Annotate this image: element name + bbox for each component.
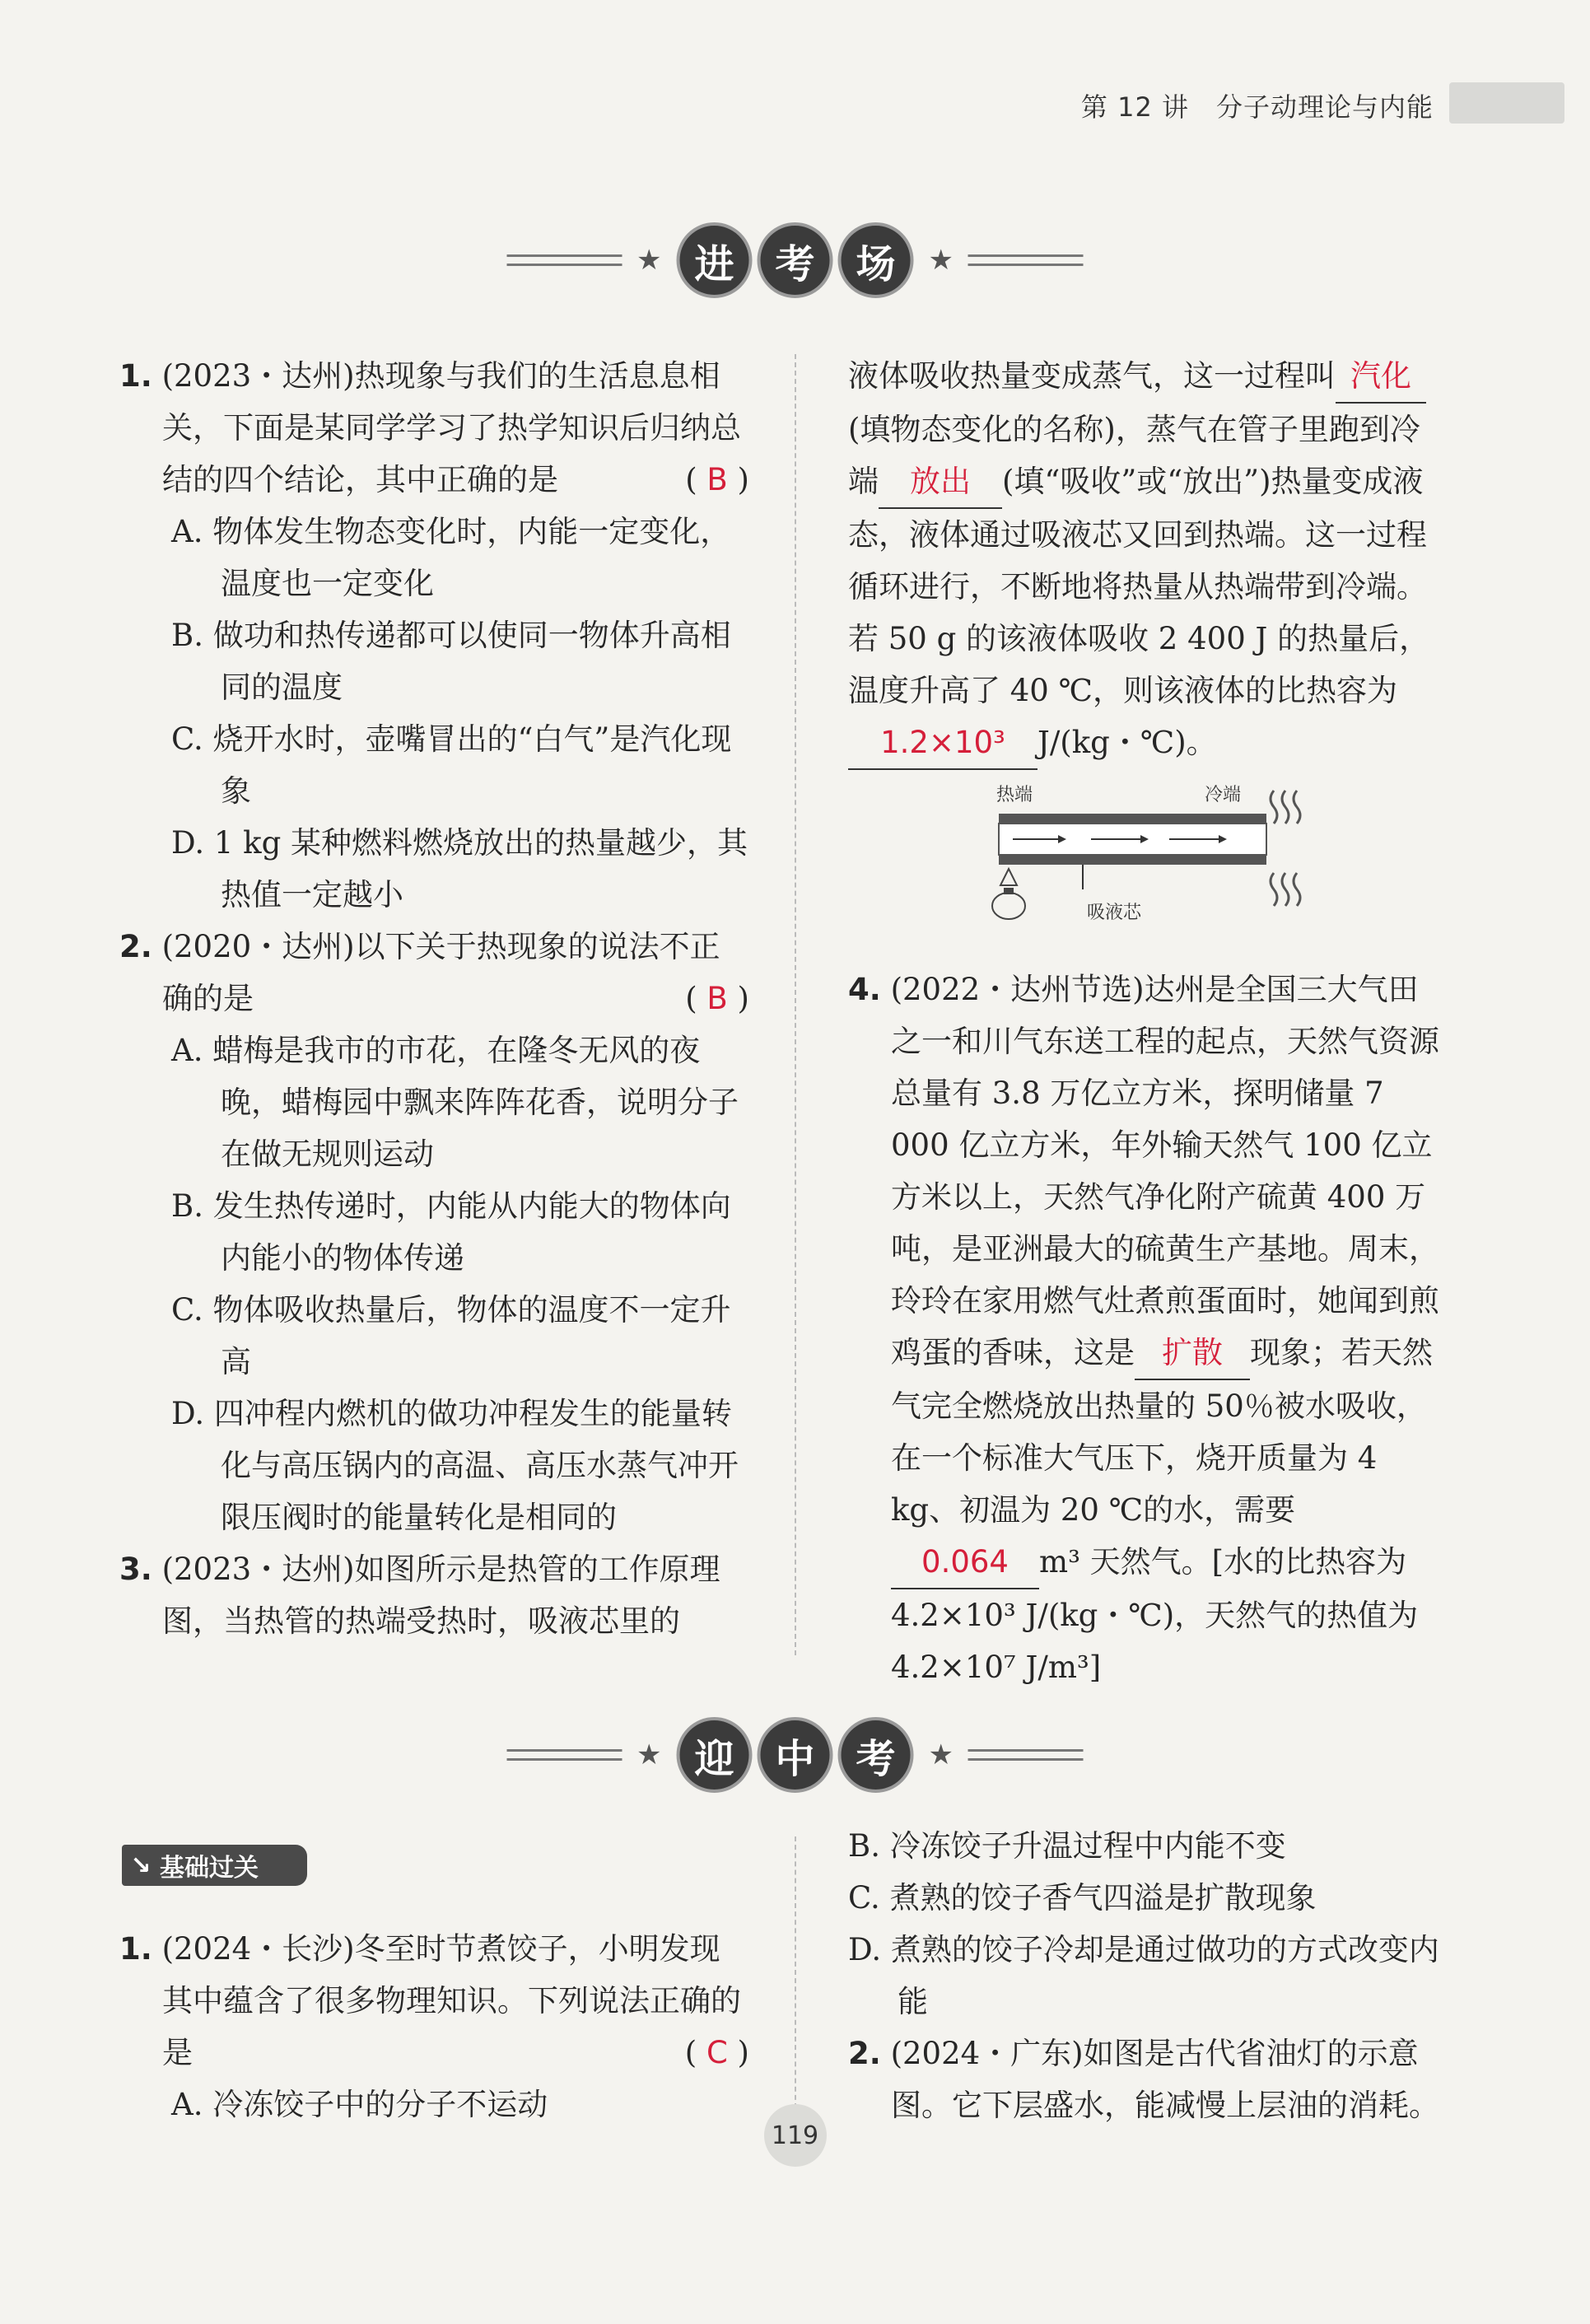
- option-c: C. 烧开水时，壶嘴冒出的“白气”是汽化现象: [171, 721, 732, 809]
- option-d: D. 煮熟的饺子冷却是通过做功的方式改变内能: [848, 1932, 1439, 2019]
- star-icon: ★: [636, 244, 662, 277]
- section-banner-jinkaochang: [506, 222, 1084, 298]
- option-c: C. 物体吸收热量后，物体的温度不一定升高: [171, 1292, 731, 1379]
- column-divider: [795, 354, 796, 1655]
- question-text: (2024・广东)如图是古代省油灯的示意图。它下层盛水，能减慢上层油的消耗。: [890, 2036, 1439, 2123]
- diagram-label-cold: 冷端: [1205, 785, 1242, 805]
- heat-pipe-diagram: [984, 782, 1322, 939]
- fill-blank-answer: 1.2×10³: [848, 716, 1037, 770]
- text-segment: 现象；若天然气完全燃烧放出热量的 50％被水吸收，在一个标准大气压下，烧开质量为 4 kg、初温为 20 ℃的水，需要: [891, 1335, 1433, 1528]
- question-1-bottom: [119, 1923, 749, 2079]
- question-number: 1.: [119, 1931, 152, 1967]
- option-a: A. 物体发生物态变化时，内能一定变化，温度也一定变化: [171, 514, 731, 601]
- fill-blank-answer: 0.064: [891, 1536, 1039, 1589]
- question-text: (2020・达州)以下关于热现象的说法不正确的是: [161, 929, 720, 1016]
- text-segment: J/(kg・℃)。: [1037, 725, 1217, 760]
- text-segment: (填物态变化的名称)，蒸气在管子里跑到冷端: [848, 412, 1420, 499]
- banner-line-right: [968, 1749, 1084, 1761]
- star-icon: ★: [928, 1738, 954, 1771]
- star-icon: ★: [928, 244, 954, 277]
- banner-char: 场: [838, 222, 914, 298]
- banner-char: 迎: [677, 1717, 753, 1793]
- text-segment: 液体吸收热量变成蒸气，这一过程叫: [848, 358, 1336, 394]
- banner-char: 考: [838, 1717, 914, 1793]
- banner-char: 进: [677, 222, 753, 298]
- option-b: B. 发生热传递时，内能从内能大的物体向内能小的物体传递: [171, 1188, 731, 1276]
- question-2-bottom: [848, 2028, 1441, 2131]
- option-c: C. 煮熟的饺子香气四溢是扩散现象: [848, 1880, 1317, 1916]
- fill-blank-answer: 扩散: [1135, 1327, 1250, 1380]
- option-a: A. 冷冻饺子中的分子不运动: [171, 2087, 548, 2122]
- option-b: B. 冷冻饺子升温过程中内能不变: [848, 1828, 1286, 1864]
- question-1: [119, 350, 749, 506]
- basic-level-badge: [122, 1845, 307, 1886]
- question-text: (2023・达州)热现象与我们的生活息息相关，下面是某同学学习了热学知识后归纳总结的四个结论，其中正确的是: [161, 358, 741, 497]
- banner-title: [677, 1717, 914, 1793]
- bottom-left-column: [119, 1923, 749, 2130]
- question-3-continued: [848, 350, 1441, 770]
- option-d: D. 1 kg 某种燃料燃烧放出的热量越少，其热值一定越小: [171, 825, 748, 912]
- banner-line-left: [506, 1749, 622, 1761]
- question-2: [119, 921, 749, 1024]
- right-column: [848, 350, 1441, 770]
- question-number: 4.: [848, 972, 881, 1007]
- section-banner-yingzhongkao: [506, 1717, 1084, 1793]
- question-3: [119, 1543, 749, 1647]
- arrow-down-right-icon: ↘: [130, 1850, 152, 1880]
- page-number: 119: [764, 2104, 827, 2167]
- question-text: (2023・达州)如图所示是热管的工作原理图，当热管的热端受热时，吸液芯里的: [161, 1552, 720, 1639]
- header-decoration: [1449, 82, 1564, 124]
- star-icon: ★: [636, 1738, 662, 1771]
- left-column: [119, 350, 749, 1647]
- banner-char: 中: [758, 1717, 833, 1793]
- badge-label: 基础过关: [160, 1854, 259, 1883]
- fill-blank-answer: 汽化: [1336, 350, 1426, 404]
- text-segment: (填“吸收”或“放出”)热量变成液态，液体通过吸液芯又回到热端。这一过程循环进行，不断地将热量从热端带到冷端。若 50 g 的该液体吸收 2 400 J 的热量后，温度升高了 40 ℃，则该液体的比热容为: [848, 464, 1430, 708]
- chapter-header: 第 12 讲 分子动理论与内能: [1080, 91, 1434, 123]
- fill-blank-answer: 放出: [879, 455, 1002, 509]
- question-text: (2024・长沙)冬至时节煮饺子，小明发现其中蕴含了很多物理知识。下列说法正确的是: [161, 1931, 741, 2070]
- text-segment: (2022・达州节选)达州是全国三大气田之一和川气东送工程的起点，天然气资源总量有 3.8 万亿立方米，探明储量 7 000 亿立方米，年外输天然气 100 亿立方米以上，天然气净化附产硫黄 400 万吨，是亚洲最大的硫黄生产基地。周末，玲玲在家用燃气灶煮煎蛋面时，她闻到煎鸡蛋的香味，这是: [890, 972, 1439, 1370]
- banner-char: 考: [758, 222, 833, 298]
- text-segment: m³ 天然气。[水的比热容为 4.2×10³ J/(kg・℃)，天然气的热值为 4.2×10⁷ J/m³]: [891, 1544, 1419, 1685]
- answer-paren: ( B ): [685, 462, 749, 497]
- option-b: B. 做功和热传递都可以使同一物体升高相同的温度: [171, 618, 731, 705]
- answer-paren: ( C ): [684, 2035, 749, 2070]
- option-d: D. 四冲程内燃机的做功冲程发生的能量转化与高压锅内的高温、高压水蒸气冲开限压阀时的能量转化是相同的: [171, 1396, 739, 1535]
- diagram-label-hot: 热端: [996, 785, 1033, 805]
- banner-line-left: [506, 254, 622, 266]
- diagram-label-wick: 吸液芯: [1087, 903, 1142, 923]
- option-a: A. 蜡梅是我市的市花，在隆冬无风的夜晚，蜡梅园中飘来阵阵花香，说明分子在做无规则运动: [171, 1033, 739, 1172]
- question-number: 2.: [119, 929, 152, 964]
- question-number: 3.: [119, 1552, 152, 1587]
- question-4: [848, 964, 1441, 1693]
- answer-choice: C: [706, 2035, 728, 2070]
- question-number: 2.: [848, 2036, 881, 2071]
- answer-choice: B: [706, 981, 728, 1016]
- bottom-right-column: [848, 1820, 1441, 2131]
- question-number: 1.: [119, 358, 152, 394]
- banner-line-right: [968, 254, 1084, 266]
- answer-choice: B: [706, 462, 728, 497]
- answer-paren: ( B ): [685, 981, 749, 1016]
- right-column-q4: [848, 964, 1441, 1693]
- column-divider-bottom: [795, 1836, 796, 2108]
- banner-title: [677, 222, 914, 298]
